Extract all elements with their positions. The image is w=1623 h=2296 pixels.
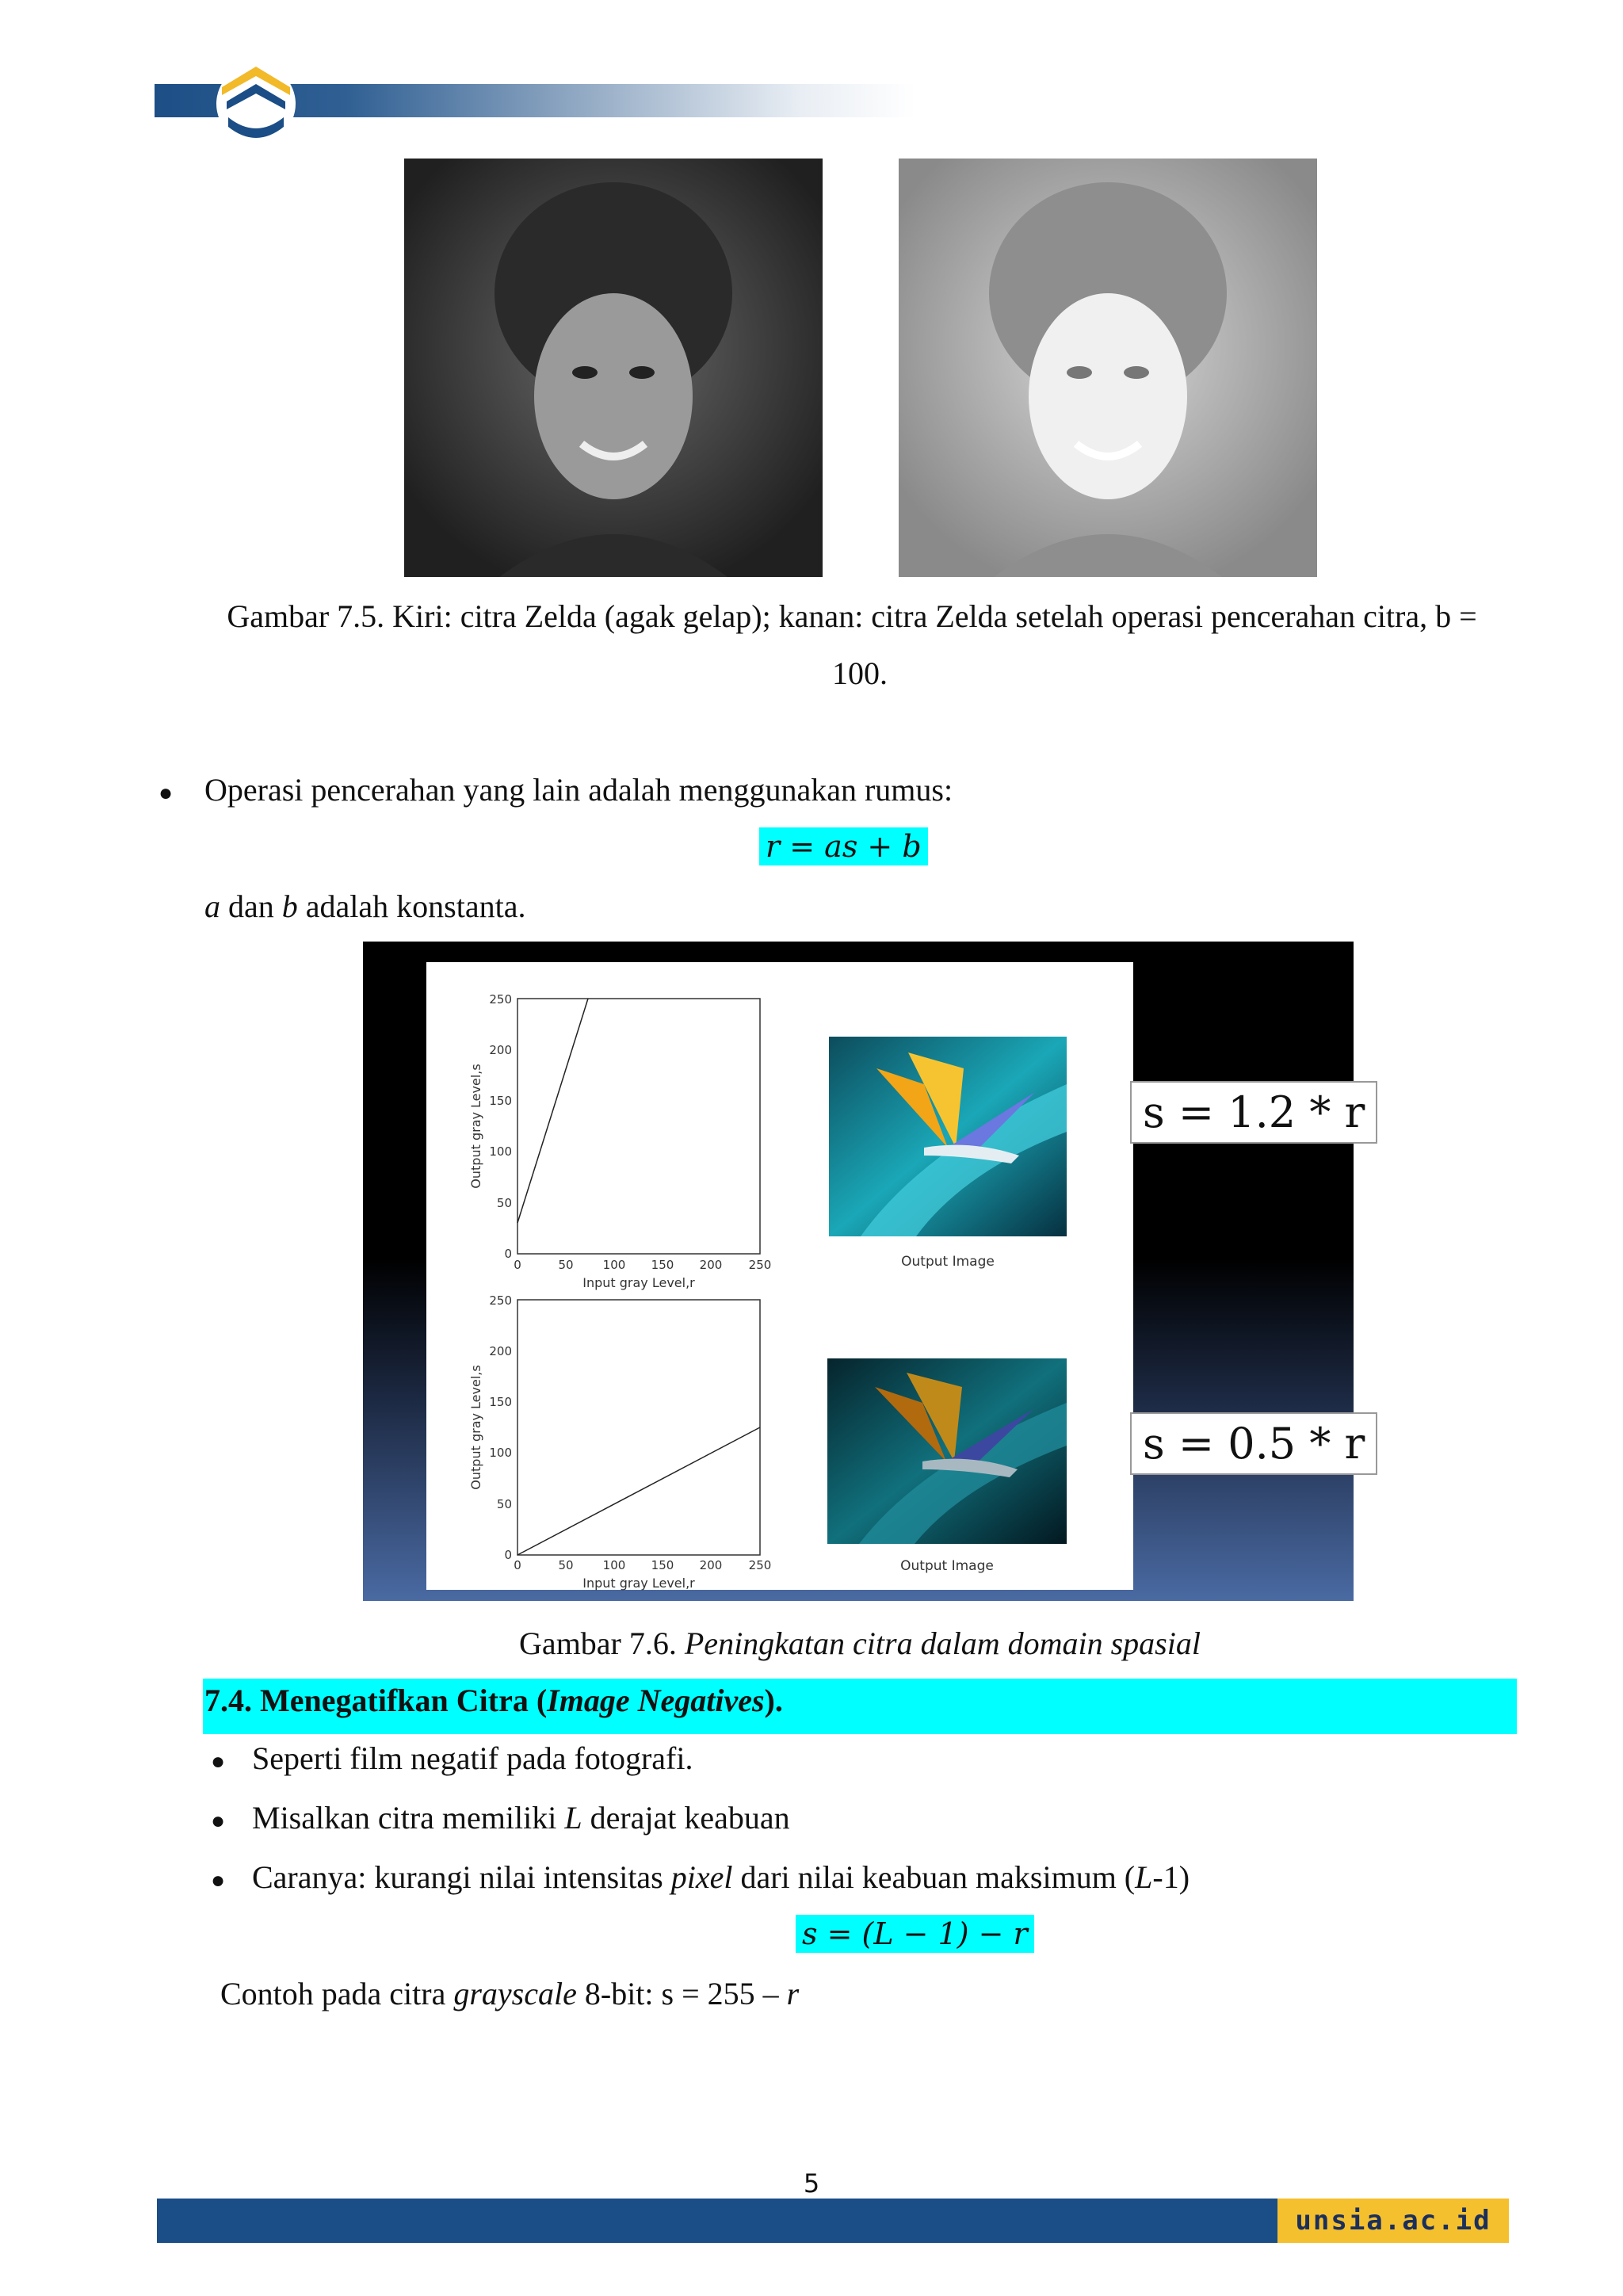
bottom-x-tick: 50 (558, 1558, 574, 1572)
bullet3-pixel: pixel (670, 1859, 733, 1895)
example-part-b: 8-bit: s = 255 – (576, 1976, 787, 2011)
top-y-tick: 0 (504, 1247, 512, 1261)
example-r: r (786, 1976, 800, 2011)
negative-formula (796, 1916, 1034, 1951)
bullet3-part-b: dari nilai keabuan maksimum ( (732, 1859, 1136, 1895)
section-bullet-1: Seperti film negatif pada fotografi. (252, 1740, 693, 1776)
bottom-y-tick: 100 (489, 1446, 512, 1460)
grayscale-example (220, 1975, 799, 2012)
page-number: 5 (803, 2168, 820, 2199)
top-x-tick: 0 (514, 1258, 521, 1272)
footer-website: unsia.ac.id (1277, 2199, 1509, 2243)
bullet-dot: ● (211, 1867, 226, 1893)
bullet2-L: L (564, 1800, 582, 1836)
figure-7-6-caption-prefix: Gambar 7.6. (519, 1626, 685, 1661)
section-7-4-heading-suffix: ). (764, 1683, 783, 1718)
section-7-4-heading-prefix: 7.4. Menegatifkan Citra ( (204, 1683, 548, 1718)
example-grayscale: grayscale (453, 1976, 577, 2011)
top-y-tick: 200 (489, 1043, 512, 1057)
university-logo-icon (212, 60, 300, 147)
top-y-axis-label: Output gray Level,s (468, 1064, 483, 1189)
figure-7-6 (363, 942, 1365, 1601)
top-x-tick: 250 (748, 1258, 772, 1272)
bottom-y-tick: 200 (489, 1344, 512, 1358)
top-x-tick: 200 (699, 1258, 723, 1272)
bottom-y-tick: 150 (489, 1395, 512, 1409)
section-7-4-heading (204, 1682, 783, 1719)
figure-7-5-caption-line1: Gambar 7.5. Kiri: citra Zelda (agak gelap); kanan: citra Zelda setelah operasi pencerahan citra, b = (227, 598, 1477, 634)
negative-formula-text: s = (L − 1) − r (796, 1915, 1034, 1953)
bottom-x-tick: 150 (651, 1558, 674, 1572)
flower-bright-image (829, 1037, 1067, 1236)
bottom-y-tick: 50 (496, 1497, 512, 1511)
brightening-bullet-text: Operasi pencerahan yang lain adalah menggunakan rumus: (204, 772, 953, 808)
bottom-x-tick: 0 (514, 1558, 521, 1572)
footer-bar (157, 2199, 1277, 2243)
figure-7-5-caption-line2: 100. (832, 655, 888, 691)
figure-7-6-caption-italic: Peningkatan citra dalam domain spasial (684, 1626, 1201, 1661)
top-x-tick: 50 (558, 1258, 574, 1272)
top-y-tick: 100 (489, 1144, 512, 1159)
bottom-x-tick: 100 (602, 1558, 626, 1572)
bullet-dot: ● (211, 1748, 226, 1775)
bullet2-part-a: Misalkan citra memiliki (252, 1800, 565, 1836)
bottom-x-tick: 200 (699, 1558, 723, 1572)
constants-note-mid: dan (220, 888, 282, 924)
bottom-y-tick: 250 (489, 1293, 512, 1308)
bullet3-part-a: Caranya: kurangi nilai intensitas (252, 1859, 671, 1895)
brightening-formula-text: r = as + b (759, 827, 928, 865)
top-y-tick: 150 (489, 1094, 512, 1108)
top-x-tick: 150 (651, 1258, 674, 1272)
bottom-transfer-plot (426, 1279, 791, 1596)
section-7-4-heading-italic: Image Negatives (547, 1683, 765, 1718)
top-x-tick: 100 (602, 1258, 626, 1272)
constant-a: a (204, 888, 220, 924)
bottom-x-axis-label: Input gray Level,r (582, 1576, 695, 1591)
top-x-axis-label: Input gray Level,r (582, 1275, 695, 1290)
bottom-equation-box: s = 0.5 * r (1130, 1412, 1377, 1475)
flower-dark-image (827, 1358, 1067, 1544)
zelda-dark-image (404, 159, 823, 577)
bullet3-part-c: -1) (1152, 1859, 1190, 1895)
top-equation-box: s = 1.2 * r (1130, 1081, 1377, 1144)
bullet-dot: ● (158, 780, 174, 806)
figure-7-6-caption (0, 1625, 1623, 1662)
top-transfer-plot (426, 962, 791, 1295)
zelda-bright-image (899, 159, 1317, 577)
constants-note-end: adalah konstanta. (297, 888, 526, 924)
top-y-tick: 50 (496, 1196, 512, 1210)
bottom-x-tick: 250 (748, 1558, 772, 1572)
bottom-y-tick: 0 (504, 1548, 512, 1562)
bottom-output-image-label: Output Image (900, 1558, 994, 1574)
bullet-dot: ● (211, 1808, 226, 1834)
bullet3-L: L (1135, 1859, 1153, 1895)
section-bullet-3 (252, 1859, 1190, 1896)
constants-note (204, 888, 525, 925)
figure-7-6-panel (426, 962, 1133, 1590)
section-bullet-2 (252, 1799, 790, 1836)
example-part-a: Contoh pada citra (220, 1976, 454, 2011)
constant-b: b (281, 888, 298, 924)
brightening-formula (759, 829, 928, 864)
top-y-tick: 250 (489, 992, 512, 1007)
bullet2-part-b: derajat keabuan (582, 1800, 790, 1836)
top-output-image-label: Output Image (901, 1254, 995, 1270)
bottom-y-axis-label: Output gray Level,s (468, 1365, 483, 1490)
